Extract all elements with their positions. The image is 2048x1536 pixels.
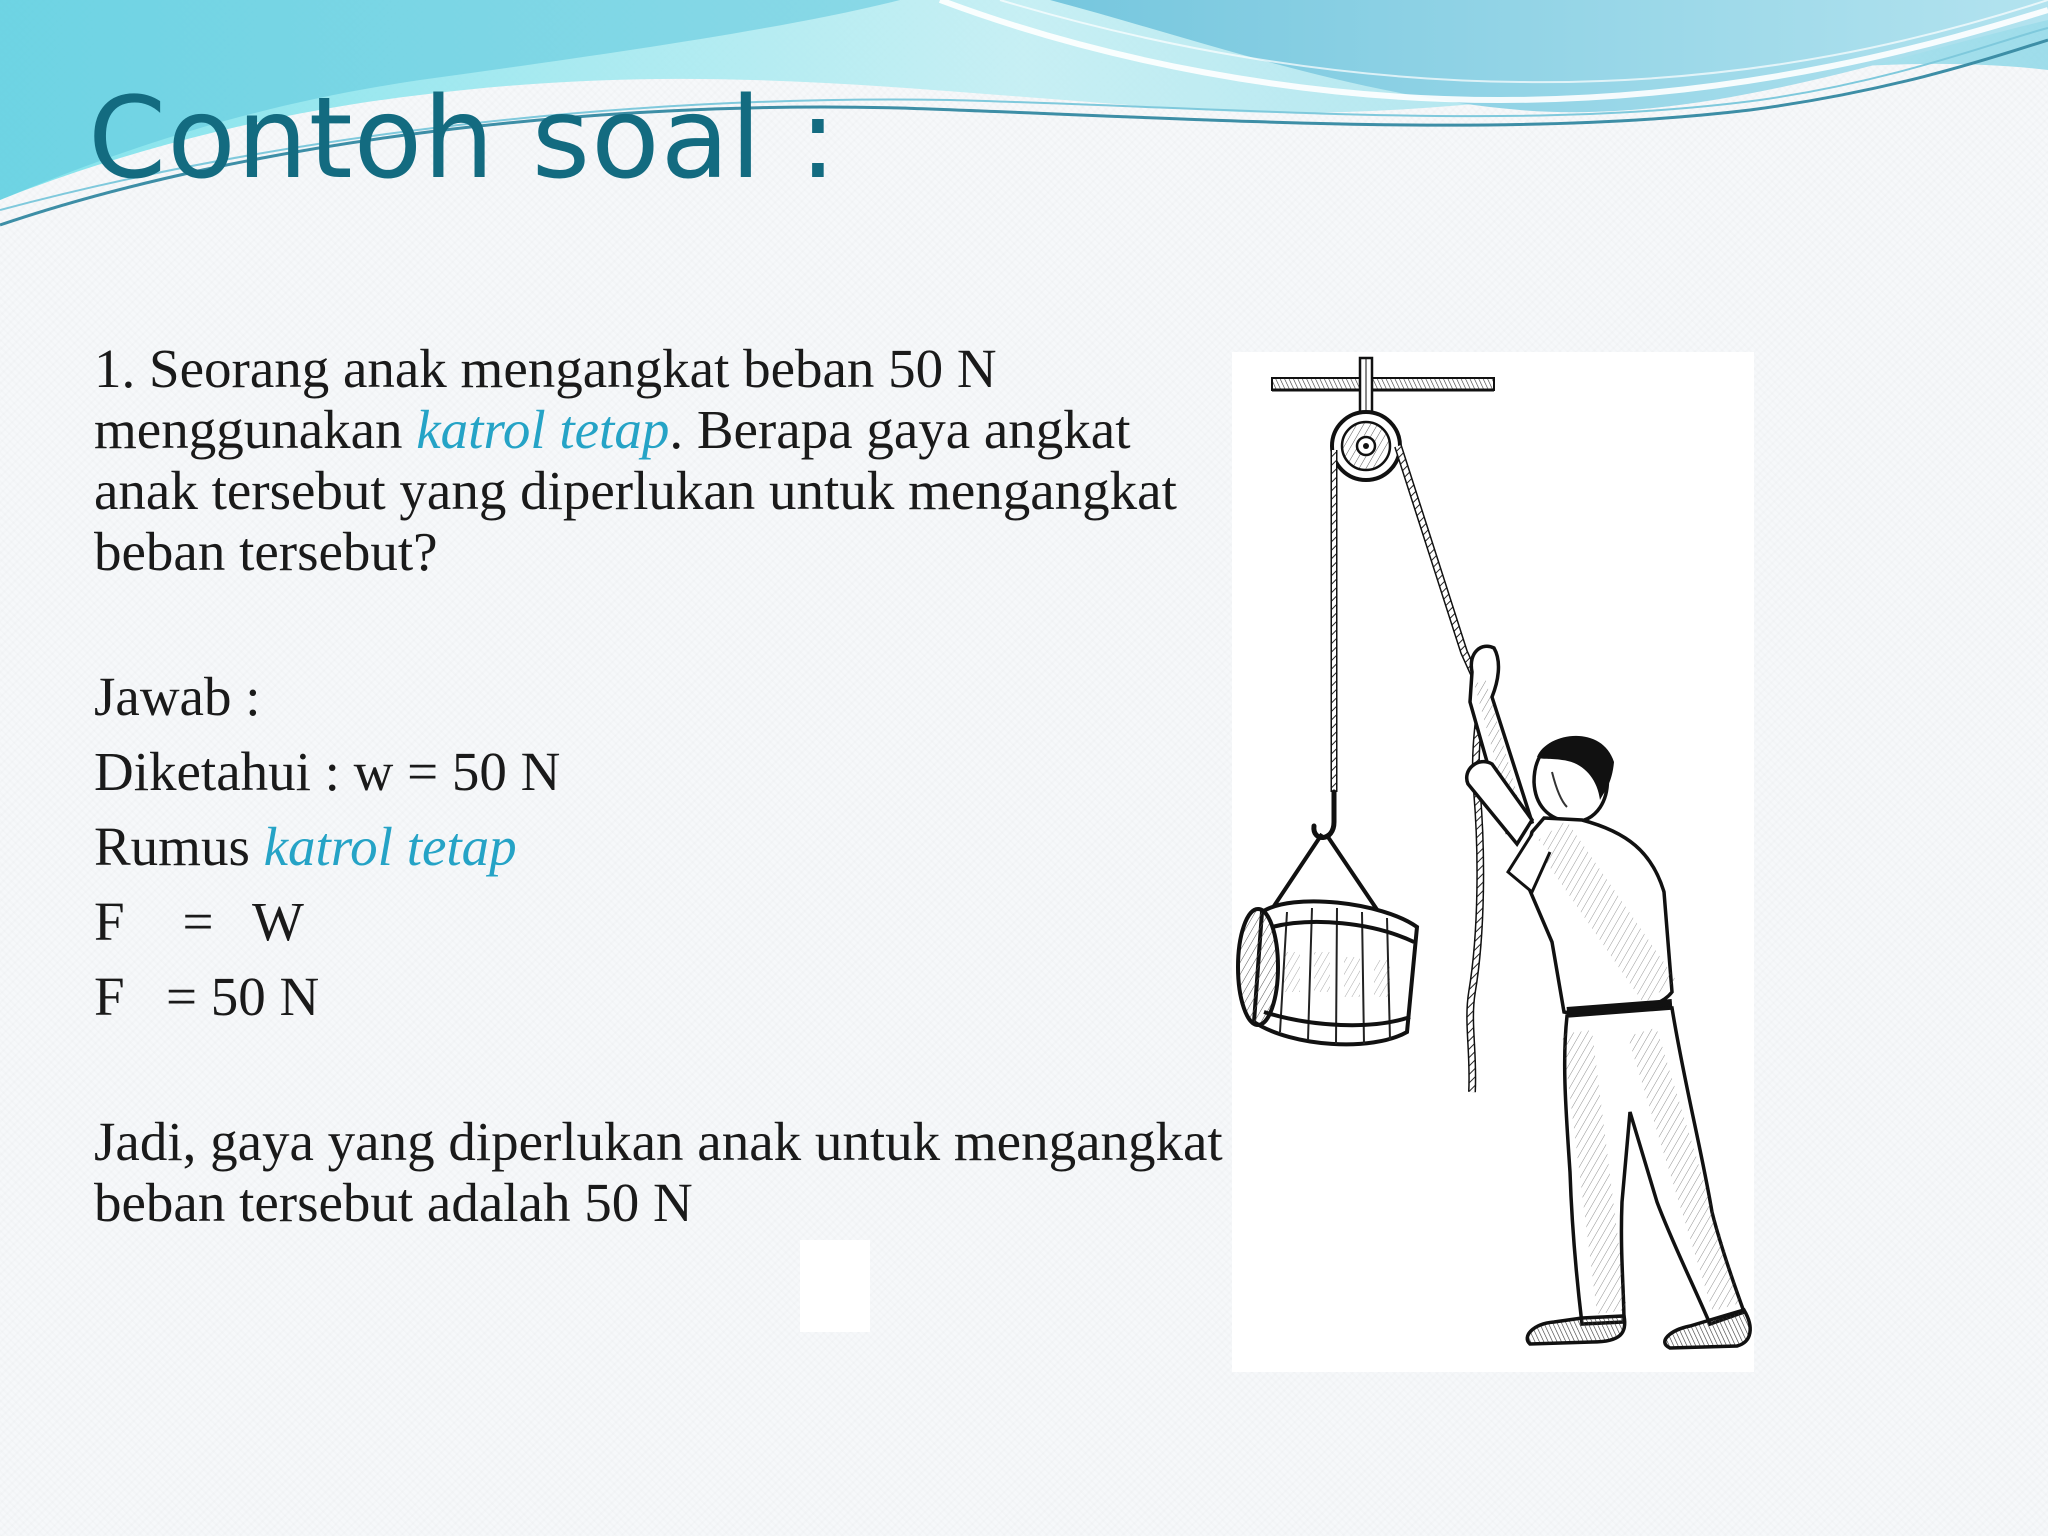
equation-1-operator: = bbox=[182, 891, 214, 952]
formula-prefix: Rumus bbox=[94, 816, 264, 877]
equation-1-right: W bbox=[252, 891, 304, 952]
question-text bbox=[94, 338, 1234, 582]
equation-1-left: F bbox=[94, 891, 125, 952]
conclusion-text: Jadi, gaya yang diperlukan anak untuk mengangkat beban tersebut adalah 50 N bbox=[94, 1111, 1223, 1233]
equation-1 bbox=[94, 891, 1234, 952]
pulley-man-lifting-barrel-icon bbox=[1232, 352, 1754, 1372]
white-patch bbox=[800, 1240, 870, 1332]
barrel-icon bbox=[1238, 901, 1417, 1044]
slide-content bbox=[94, 338, 1234, 1233]
answer-known: Diketahui : w = 50 N bbox=[94, 741, 561, 802]
answer-heading: Jawab : bbox=[94, 666, 261, 727]
slide-title: Contoh soal : bbox=[88, 74, 838, 204]
equation-2 bbox=[94, 966, 1234, 1027]
answer-formula bbox=[94, 816, 1234, 877]
formula-highlight: katrol tetap bbox=[263, 816, 517, 877]
man-figure-icon bbox=[1467, 646, 1750, 1348]
question-highlight: katrol tetap bbox=[416, 399, 670, 460]
question-part-1: 1. Seorang anak mengangkat beban 50 N menggunakan bbox=[94, 338, 997, 460]
equation-2-right: = 50 N bbox=[166, 966, 320, 1027]
answer-block bbox=[94, 666, 1234, 1027]
illustration-drawing bbox=[1232, 352, 1754, 1372]
equation-2-left: F bbox=[94, 966, 125, 1027]
question-part-2: . Berapa gaya angkat anak tersebut yang diperlukan untuk mengangkat beban tersebut? bbox=[94, 399, 1177, 582]
